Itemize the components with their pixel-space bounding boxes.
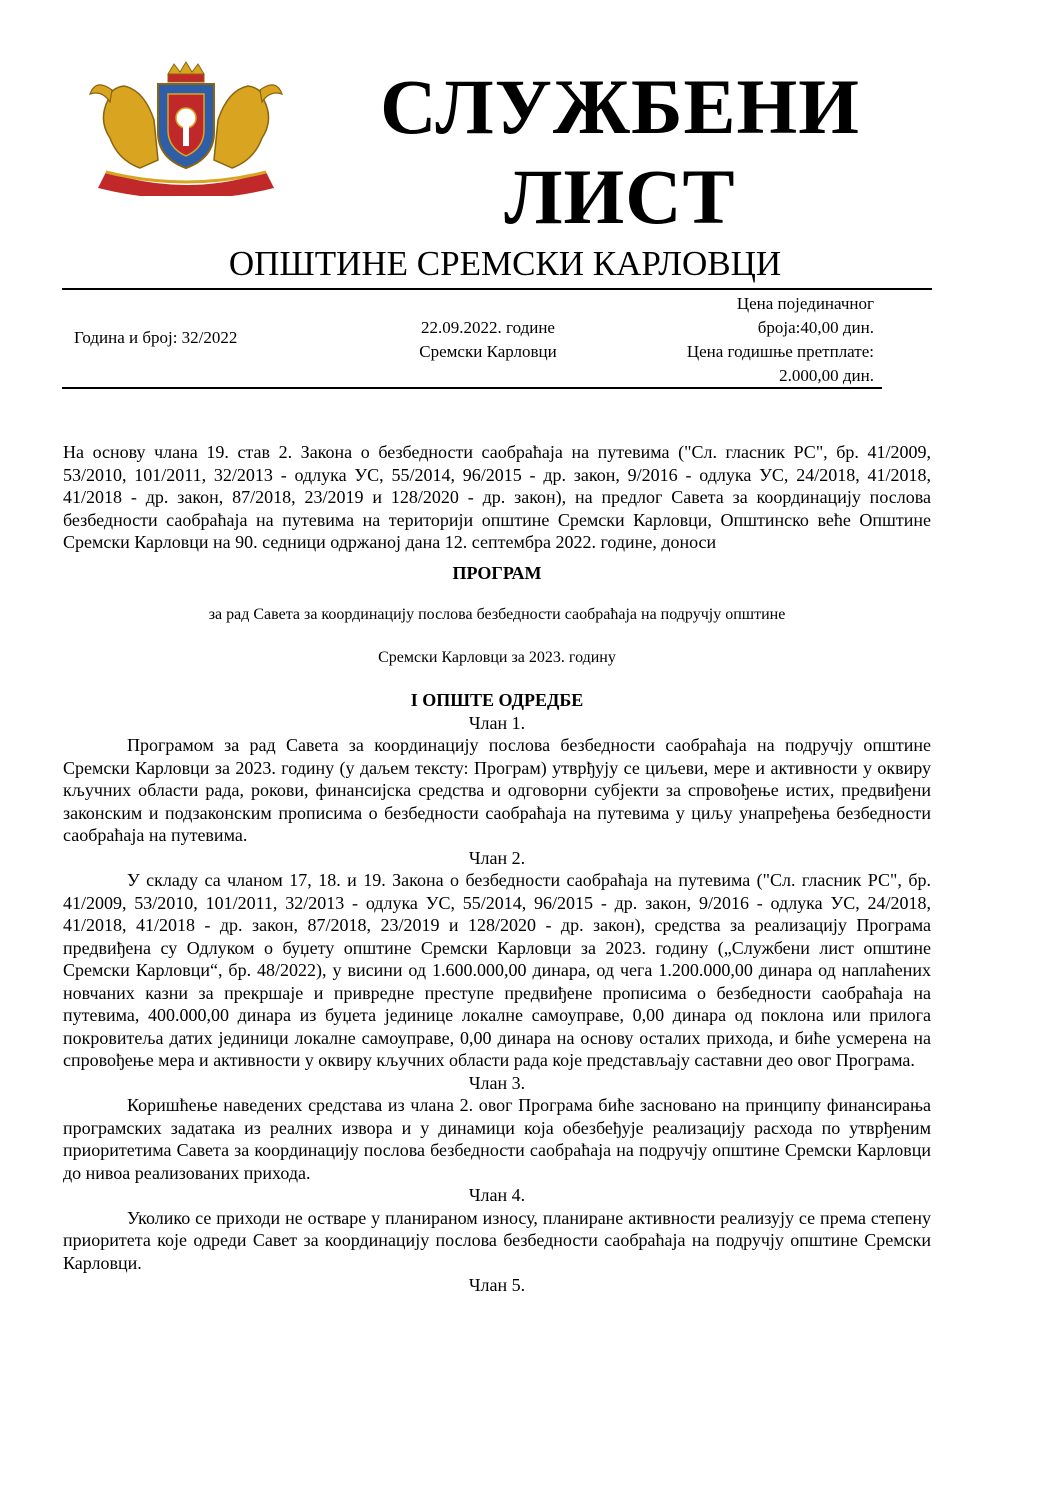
header-divider-top: [62, 288, 932, 290]
article-text: Програмом за рад Савета за координацију послова безбедности саобраћаја на подручју општине Сремски Карловци за 2023. годину (у даљем тексту: Програм) утврђују се циљеви, мере и активности у оквиру кључних области рада, рокови, финансијска средства и одговорни субјекти за спровођење истих, предвиђени законским и подзаконским прописима о безбедности саобраћаја на путевима у циљу унапређења безбедности саобраћаја на путевима.: [63, 735, 931, 845]
article-text: У складу са чланом 17, 18. и 19. Закона о безбедности саобраћаја на путевима ("Сл. гласник РС", бр. 41/2009, 53/2010, 101/2011, 32/2013 - одлука УС, 55/2014, 96/2015 - др. закон, 9/2016 - одлука УС, 24/2018, 41/2018, 41/2018 - др. закон, 87/2018, 23/2019 и 128/2020 - др. закон), средства за реализацију Програма предвиђена су Одлуком о буџету општине Сремски Карловци за 2023. годину („Службени лист општине Сремски Карловци“, бр. 48/2022), у висини од 1.600.000,00 динара, од чега 1.200.000,00 динара од наплаћених новчаних казни за прекршаје и привредне преступе предвиђене прописима о безбедности саобраћаја на путевима, 400.000,00 динара из буџета јединице локалне самоуправе, 0,00 динара од поклона или прилога покровитеља датих јединици локалне самоуправе, 0,00 динара на основу осталих прихода, и биће усмерена на спровођење мера и активности у оквиру кључних области рада које представљају саставни део овог Програма.: [63, 870, 931, 1070]
issue-date: 22.09.2022. године: [421, 318, 555, 337]
issue-number: Година и број: 32/2022: [74, 328, 238, 347]
program-subheading-2: Сремски Карловци за 2023. годину: [378, 648, 616, 666]
intro-paragraph: На основу члана 19. став 2. Закона о безбедности саобраћаја на путевима ("Сл. гласник РС", бр. 41/2009, 53/2010, 101/2011, 32/2013 - одлука УС, 55/2014, 96/2015 - др. закон, 9/2016 - одлука УС, 24/2018, 41/2018, 41/2018 - др. закон, 87/2018, 23/2019 и 128/2020 - др. закон), на предлог Савета за координацију послова безбедности саобраћаја на путевима на територији општине Сремски Карловци, Општинско веће Општине Сремски Карловци на 90. седници одржаној дана 12. септембра 2022. године, доноси: [63, 442, 931, 552]
article-text: Уколико се приходи не остваре у планираном износу, планиране активности реализују се према степену приоритета које одреди Савет за координацију послова безбедности саобраћаја на подручју општине Сремски Карловци.: [63, 1207, 931, 1273]
price-annual-line-2: 2.000,00 дин.: [779, 366, 874, 385]
article-text: Коришћење наведених средстава из члана 2. овог Програма биће засновано на принципу финансирања програмских задатака из реалних извора и у динамици која обезбеђује реализацију расхода по утврђеним приоритетима Савета за координацију послова безбедности саобраћаја на подручју општине Сремски Карловци до нивоа реализованих прихода.: [63, 1095, 931, 1183]
document-body: [63, 441, 931, 1297]
header-divider-bottom: [62, 387, 882, 389]
article-label: Члан 4.: [468, 1185, 526, 1205]
issue-date-place: [388, 316, 588, 364]
article-label: Члан 5.: [468, 1275, 526, 1295]
coat-of-arms-icon: [88, 60, 284, 196]
program-subheading-1: за рад Савета за координацију послова безбедности саобраћаја на подручју општине: [208, 606, 786, 623]
price-annual-line-1: Цена годишње претплате:: [686, 342, 874, 361]
price-info: [630, 292, 874, 388]
section-heading: I ОПШТЕ ОДРЕДБЕ: [410, 690, 584, 710]
price-single-line-2: броја:40,00 дин.: [757, 318, 874, 337]
masthead-title-line-2: ЛИСТ: [504, 153, 736, 240]
price-single-line-1: Цена појединачног: [736, 294, 874, 313]
masthead-subtitle: ОПШТИНЕ СРЕМСКИ КАРЛОВЦИ: [228, 244, 782, 283]
issue-place: Сремски Карловци: [419, 342, 557, 361]
article-label: Члан 1.: [468, 712, 526, 733]
program-heading: ПРОГРАМ: [452, 562, 542, 583]
masthead-title-line-1: СЛУЖБЕНИ: [380, 63, 860, 150]
article-label: Члан 3.: [468, 1072, 526, 1093]
article-label: Члан 2.: [468, 847, 526, 868]
